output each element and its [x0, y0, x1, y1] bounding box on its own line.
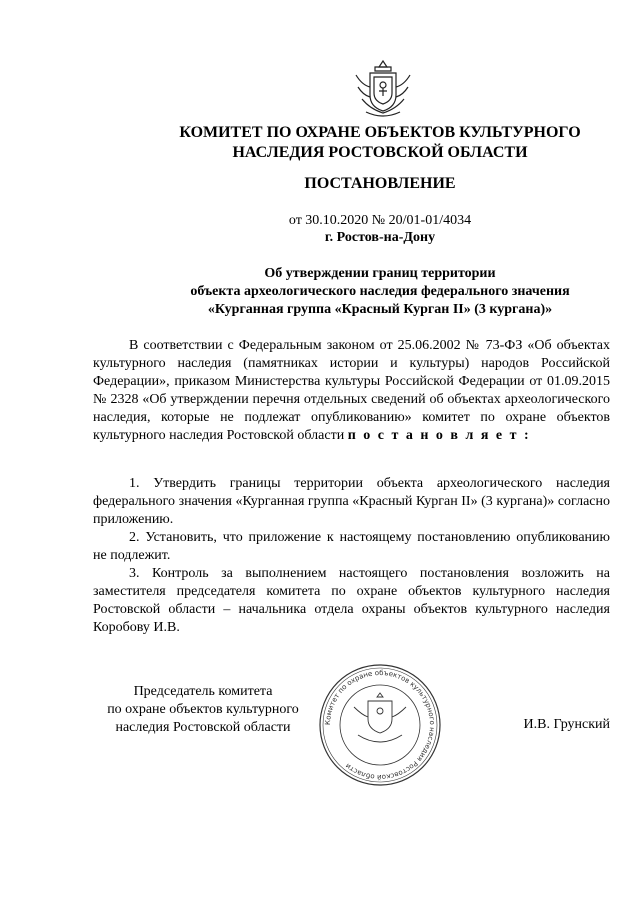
org-line-1: КОМИТЕТ ПО ОХРАНЕ ОБЪЕКТОВ КУЛЬТУРНОГО: [179, 124, 581, 141]
official-seal-icon: [318, 663, 442, 787]
signatory-title-line-3: наследия Ростовской области: [115, 720, 291, 735]
date-number: от 30.10.2020 № 20/01-01/4034: [288, 213, 472, 228]
decree-word: п о с т а н о в л я е т :: [347, 428, 531, 443]
subject-line-3: «Курганная группа «Красный Курган II» (3 кургана)»: [207, 302, 553, 317]
resolution-items: [93, 475, 610, 637]
preamble-paragraph: [93, 337, 610, 445]
subject-line-1: Об утверждении границ территории: [264, 266, 496, 281]
signatory-title-line-1: Председатель комитета: [133, 684, 273, 699]
city: г. Ростов-на-Дону: [324, 230, 436, 245]
org-line-2: НАСЛЕДИЯ РОСТОВСКОЙ ОБЛАСТИ: [232, 144, 528, 161]
resolution-item: 1. Утвердить границы территории объекта археологического наследия федерального значения «Курганная группа «Красный Курган II» (3 кургана)» согласно приложению.: [93, 476, 610, 527]
organization-title: [100, 123, 640, 163]
resolution-item: 3. Контроль за выполнением настоящего постановления возложить на заместителя председателя комитета по охране объектов культурного наследия Ростовской области – начальника отдела охраны объектов культурного наследия Коробову И.В.: [93, 566, 610, 635]
signatory-title: [93, 683, 313, 737]
resolution-item: 2. Установить, что приложение к настоящему постановлению опубликованию не подлежит.: [93, 530, 610, 563]
signatory-name: И.В. Грунский: [523, 717, 610, 732]
preamble-text: В соответствии с Федеральным законом от 25.06.2002 № 73-ФЗ «Об объектах культурного наследия (памятниках истории и культуры) народов Российской Федерации», приказом Министерства культуры Российской Федерации от 01.09.2015 № 2328 «Об утверждении перечня отдельных сведений об объектах археологического наследия, которые не подлежат опубликованию» комитет по охране объектов культурного наследия Ростовской области: [93, 338, 610, 443]
coat-of-arms-icon: [348, 57, 418, 127]
document-subject: [130, 265, 630, 319]
seal-text: Комитет по охране объектов культурного наследия Ростовской области: [323, 668, 437, 782]
subject-line-2: объекта археологического наследия федерального значения: [190, 284, 570, 299]
signatory-title-line-2: по охране объектов культурного: [107, 702, 299, 717]
document-type: ПОСТАНОВЛЕНИЕ: [304, 175, 456, 192]
